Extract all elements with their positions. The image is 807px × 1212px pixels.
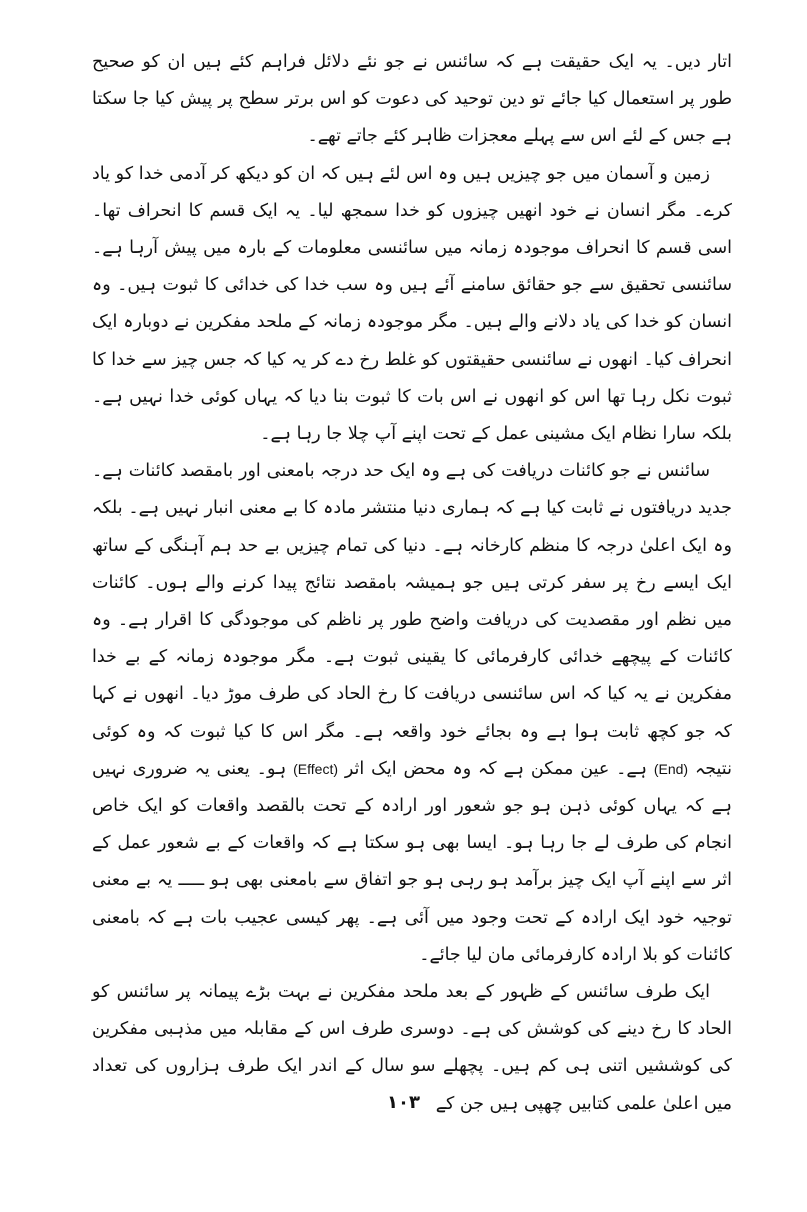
term-end: (End) [653,760,689,777]
paragraph-2-text: زمین و آسمان میں جو چیزیں ہیں وہ اس لئے ہیں کہ ان کو دیکھ کر آدمی خدا کو یاد کرے۔ مگر انسان نے خود انھیں چیزوں کو خدا سمجھ لیا۔ یہ ایک قسم کا انحراف تھا۔ اسی قسم کا انحراف موجودہ زمانہ میں سائنسی معلومات کے بارہ میں پیش آرہا ہے۔ سائنسی تحقیق سے جو حقائق سامنے آئے ہیں وہ سب خدا کی خدائی کا ثبوت ہیں۔ وہ انسان کو خدا کی یاد دلانے والے ہیں۔ مگر موجودہ زمانہ کے ملحد مفکرین نے دوبارہ ایک انحراف کیا۔ انھوں نے سائنسی حقیقتوں کو غلط رخ دے کر یہ کیا کہ جس چیز سے خدا کا ثبوت نکل رہا تھا اس کو انھوں نے اس بات کا ثبوت بنا دیا کہ یہاں کوئی خدا نہیں ہے۔ بلکہ سارا نظام ایک مشینی عمل کے تحت اپنے آپ چلا جا رہا ہے۔ [92,163,732,445]
page-number: ۱۰۳ [387,1092,420,1113]
paragraph-3-text-cont: ہے۔ عین ممکن ہے کہ وہ محض ایک اثر [344,758,647,779]
paragraph-1-text: اتار دیں۔ یہ ایک حقیقت ہے کہ سائنس نے جو نئے دلائل فراہم کئے ہیں ان کو صحیح طور پر استعمال کیا جائے تو دین توحید کی دعوت کو اس برتر سطح پر پیش کیا جا سکتا ہے جس کے لئے اس سے پہلے معجزات ظاہر کئے جاتے تھے۔ [92,52,732,147]
paragraph-3-text-cont2: ہو۔ یعنی یہ ضروری نہیں ہے کہ یہاں کوئی ذہن ہو جو شعور اور ارادہ کے تحت بالقصد واقعات کو ایک خاص انجام کی طرف لے جا رہا ہو۔ ایسا بھی ہو سکتا ہے کہ واقعات کے بے شعور عمل کے اثر سے اپنے آپ ایک چیز برآمد ہو رہی ہو جو اتفاق سے بامعنی بھی ہو ـــــ یہ بے معنی توجیہ خود ایک ارادہ کے تحت وجود میں آئی ہے۔ پھر کیسی عجیب بات ہے کہ بامعنی کائنات کو بلا ارادہ کارفرمائی مان لیا جائے۔ [92,758,732,965]
paragraph-3 [92,453,732,974]
paragraph-4-text: ایک طرف سائنس کے ظہور کے بعد ملحد مفکرین نے بہت بڑے پیمانہ پر سائنس کو الحاد کا رخ دینے کی کوشش کی ہے۔ دوسری طرف اس کے مقابلہ میں مذہبی مفکرین کی کوششیں اتنی ہی کم ہیں۔ پچھلے سو سال کے اندر ایک طرف ہزاروں کی تعداد میں اعلیٰ علمی کتابیں چھپی ہیں جن کے [92,982,732,1114]
paragraph-2 [92,156,732,454]
body-text [92,44,732,1123]
paragraph-3-text: سائنس نے جو کائنات دریافت کی ہے وہ ایک حد درجہ بامعنی اور بامقصد کائنات ہے۔ جدید دریافتوں نے ثابت کیا ہے کہ ہماری دنیا منتشر مادہ کا بے معنی انبار نہیں ہے۔ بلکہ وہ ایک اعلیٰ درجہ کا منظم کارخانہ ہے۔ دنیا کی تمام چیزیں بے حد ہم آہنگی کے ساتھ ایک ایسے رخ پر سفر کرتی ہیں جو ہمیشہ بامقصد نتائج پیدا کرنے والے ہوں۔ کائنات میں نظم اور مقصدیت کی دریافت واضح طور پر ناظم کی موجودگی کا اقرار ہے۔ وہ کائنات کے پیچھے خدائی کارفرمائی کا یقینی ثبوت ہے۔ مگر موجودہ زمانہ کے بے خدا مفکرین نے یہ کیا کہ اس سائنسی دریافت کا رخ الحاد کی طرف موڑ دیا۔ انھوں نے کہا کہ جو کچھ ثابت ہوا ہے وہ بجائے خود واقعہ ہے۔ مگر اس کا کیا ثبوت کہ وہ کوئی نتیجہ [92,461,732,779]
paragraph-1 [92,44,732,156]
term-effect: (Effect) [293,760,338,777]
